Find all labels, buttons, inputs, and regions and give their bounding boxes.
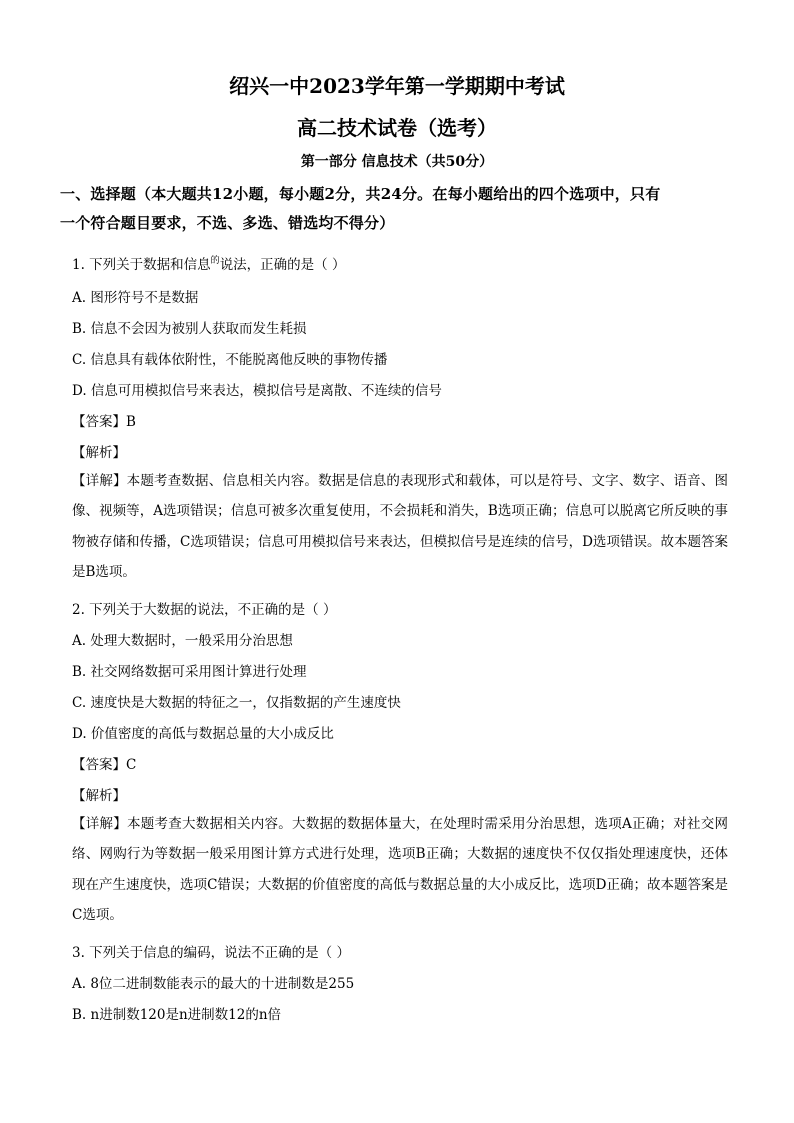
q2-analysis-label: 【解析】: [72, 788, 126, 804]
q1-answer: 【答案】B: [72, 414, 136, 430]
section-heading-line1: 一、选择题（本大题共12小题，每小题2分，共24分。在每小题给出的四个选项中，只有: [60, 185, 661, 203]
q2-detail: 【详解】本题考查大数据相关内容。大数据的数据体量大，在处理时需采用分治思想，选项A正确；对社交网络、网购行为等数据一般采用图计算方式进行处理，选项B正确；大数据的速度快不仅仅指处理速度快，还体现在产生速度快，选项C错误；大数据的价值密度的高低与数据总量的大小成反比，选项D正确；故本题答案是C选项。: [72, 816, 728, 923]
q1-stem-part2: 说法，正确的是（ ）: [219, 257, 346, 273]
q1-option-b: B. 信息不会因为被别人获取而发生耗损: [72, 321, 307, 337]
q2-option-a: A. 处理大数据时，一般采用分治思想: [72, 633, 293, 649]
q1-analysis-label: 【解析】: [72, 445, 126, 461]
q2-option-d: D. 价值密度的高低与数据总量的大小成反比: [72, 726, 334, 742]
exam-subtitle: 高二技术试卷（选考）: [297, 116, 497, 140]
q3-option-a: A. 8位二进制数能表示的最大的十进制数是255: [72, 976, 355, 992]
q1-stem-part1: 1. 下列关于数据和信息: [72, 257, 211, 273]
q3-option-b: B. n进制数120是n进制数12的n倍: [72, 1007, 282, 1023]
q2-answer: 【答案】C: [72, 757, 137, 773]
q1-stem: [72, 253, 345, 273]
q1-stem-superscript: 的: [210, 256, 220, 266]
part-heading: 第一部分 信息技术（共50分）: [300, 154, 494, 170]
exam-title: 绍兴一中2023学年第一学期期中考试: [229, 74, 565, 98]
q1-option-d: D. 信息可用模拟信号来表达，模拟信号是离散、不连续的信号: [72, 383, 442, 399]
q3-stem: 3. 下列关于信息的编码，说法不正确的是（ ）: [72, 945, 350, 961]
q2-option-c: C. 速度快是大数据的特征之一，仅指数据的产生速度快: [72, 695, 401, 711]
q2-stem: 2. 下列关于大数据的说法，不正确的是（ ）: [72, 602, 337, 618]
q2-option-b: B. 社交网络数据可采用图计算进行处理: [72, 664, 307, 680]
q1-option-c: C. 信息具有载体依附性，不能脱离他反映的事物传播: [72, 352, 388, 368]
q1-option-a: A. 图形符号不是数据: [72, 290, 199, 306]
q1-detail: 【详解】本题考查数据、信息相关内容。数据是信息的表现形式和载体，可以是符号、文字、数字、语音、图像、视频等，A选项错误；信息可被多次重复使用，不会损耗和消失，B选项正确；信息可以脱离它所反映的事物被存储和传播，C选项错误；信息可用模拟信号来表达，但模拟信号是连续的信号，D选项错误。故本题答案是B选项。: [72, 473, 728, 580]
section-heading-line2: 一个符合题目要求，不选、多选、错选均不得分）: [60, 214, 395, 232]
